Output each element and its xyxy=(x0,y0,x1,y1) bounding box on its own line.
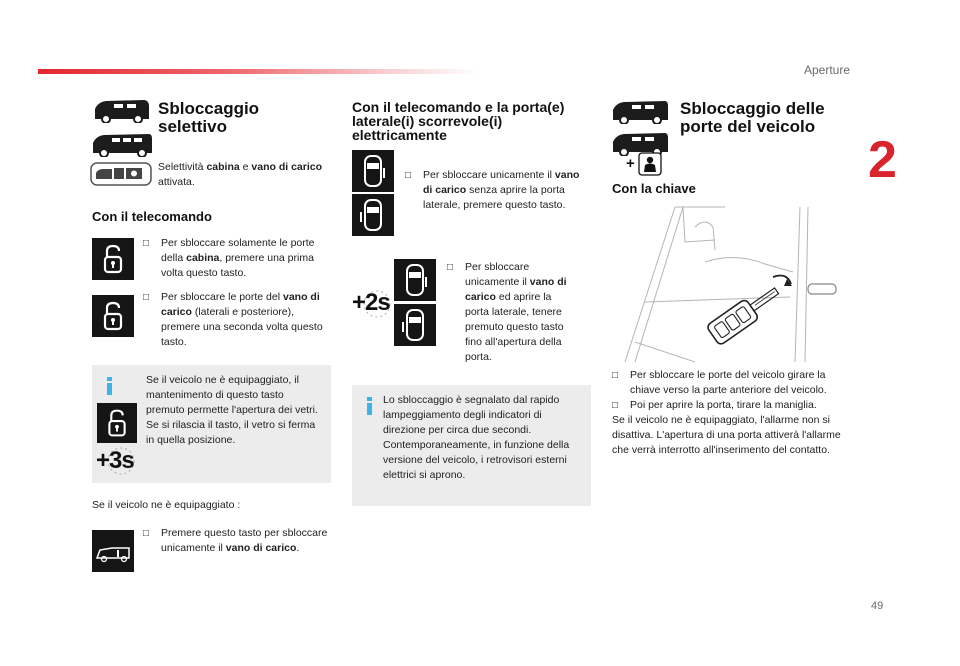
step-pull-handle: □ Poi per aprire la porta, tirare la maniglia. xyxy=(612,399,817,411)
van-top-view-icon xyxy=(352,150,394,192)
info-text-unlock-signal: Lo sbloccaggio è segnalato dal rapido lampeggiamento degli indicatori di direzione per circa due secondi. Contemporaneamente, in funzione della versione del veicolo, i retrovisori esterni elettrici si aprono. xyxy=(383,394,570,481)
header-accent-bar xyxy=(38,69,478,74)
info-box-windows xyxy=(92,365,331,483)
info-icon xyxy=(107,377,112,395)
equipped-note: Se il veicolo ne è equipaggiato : xyxy=(92,499,241,511)
sliding-door-button-icon xyxy=(352,150,394,192)
van-top-view-open-icon xyxy=(352,194,394,236)
sliding-door-button-icon-4 xyxy=(394,304,436,346)
hold-timer-3s: +3s xyxy=(94,445,138,477)
unlock-icon xyxy=(92,238,134,280)
van-top-view-open-icon xyxy=(394,304,436,346)
van-top-view-icon xyxy=(394,259,436,301)
passenger-icon xyxy=(638,152,662,176)
chapter-number: 2 xyxy=(868,131,897,189)
info-box-unlock-signal xyxy=(352,385,591,506)
step-turn-key: □ Per sbloccare le porte del veicolo girare la chiave verso la parte anteriore del veicolo. xyxy=(612,369,827,396)
step-unlock-cabin: □ Per sbloccare solamente le porte della cabina, premere una prima volta questo tasto. xyxy=(143,237,315,279)
alarm-note: Se il veicolo ne è equipaggiato, l'allarme non si disattiva. L'apertura di una porta attiverà l'allarme che verrà interrotto all'inserimento del contatto. xyxy=(612,414,841,456)
remote-sliding-door-title: Con il telecomando e la porta(e) laterale(i) scorrevole(i) elettricamente xyxy=(352,99,565,143)
unlock-icon xyxy=(97,403,137,443)
unlock-vehicle-doors-title: Sbloccaggio delle porte del veicolo xyxy=(680,99,825,136)
bullet-icon: □ xyxy=(612,400,619,411)
sliding-door-button-icon-3 xyxy=(394,259,436,301)
bullet-icon: □ xyxy=(143,528,150,539)
selective-unlocking-title: Sbloccaggio selettivo xyxy=(158,99,260,136)
info-text-windows: Se il veicolo ne è equipaggiato, il mantenimento di questo tasto premuto permette l'apertura dei vetri. Se si rilascia il tasto, il vetro si ferma in quella posizione. xyxy=(146,374,318,446)
selectivity-status-text: Selettività cabina e vano di carico attivata. xyxy=(158,161,323,188)
page-number: 49 xyxy=(871,600,884,612)
cargo-unlock-button-icon xyxy=(92,530,134,572)
step-cargo-no-side-door: □ Per sbloccare unicamente il vano di carico senza aprire la porta laterale, premere questo tasto. xyxy=(405,169,580,211)
bullet-icon: □ xyxy=(143,238,150,249)
with-key-heading: Con la chiave xyxy=(612,181,696,196)
hold-timer-2s: +2s xyxy=(350,288,394,320)
key-in-door-lock-illustration xyxy=(615,202,852,367)
van-long-icon xyxy=(90,131,154,157)
bullet-icon: □ xyxy=(405,170,412,181)
step-cargo-and-side-door: □ Per sbloccare unicamente il vano di carico ed aprire la porta laterale, tenere premuto questo tasto fino all'apertura della porta. xyxy=(447,261,567,363)
step-unlock-cargo: □ Per sbloccare le porte del vano di carico (laterali e posteriore), premere una seconda volta questo tasto. xyxy=(143,291,323,348)
bullet-icon: □ xyxy=(143,292,150,303)
van-rear-unlock-icon xyxy=(92,530,134,572)
unlock-button-icon-3 xyxy=(97,403,137,443)
bullet-icon: □ xyxy=(612,370,619,381)
van-icon xyxy=(610,98,670,124)
dashboard-selectivity-icon xyxy=(90,162,152,186)
unlock-icon xyxy=(92,295,134,337)
combi-passenger-badge: + xyxy=(626,152,666,176)
bullet-icon: □ xyxy=(447,262,454,273)
sliding-door-button-icon-2 xyxy=(352,194,394,236)
section-title: Aperture xyxy=(804,63,851,77)
unlock-button-icon-2 xyxy=(92,295,134,337)
step-unlock-cargo-only: □ Premere questo tasto per sbloccare unicamente il vano di carico. xyxy=(143,527,328,554)
van-icon xyxy=(92,97,152,123)
unlock-button-icon xyxy=(92,238,134,280)
info-icon xyxy=(367,397,372,415)
remote-control-heading: Con il telecomando xyxy=(92,209,212,224)
